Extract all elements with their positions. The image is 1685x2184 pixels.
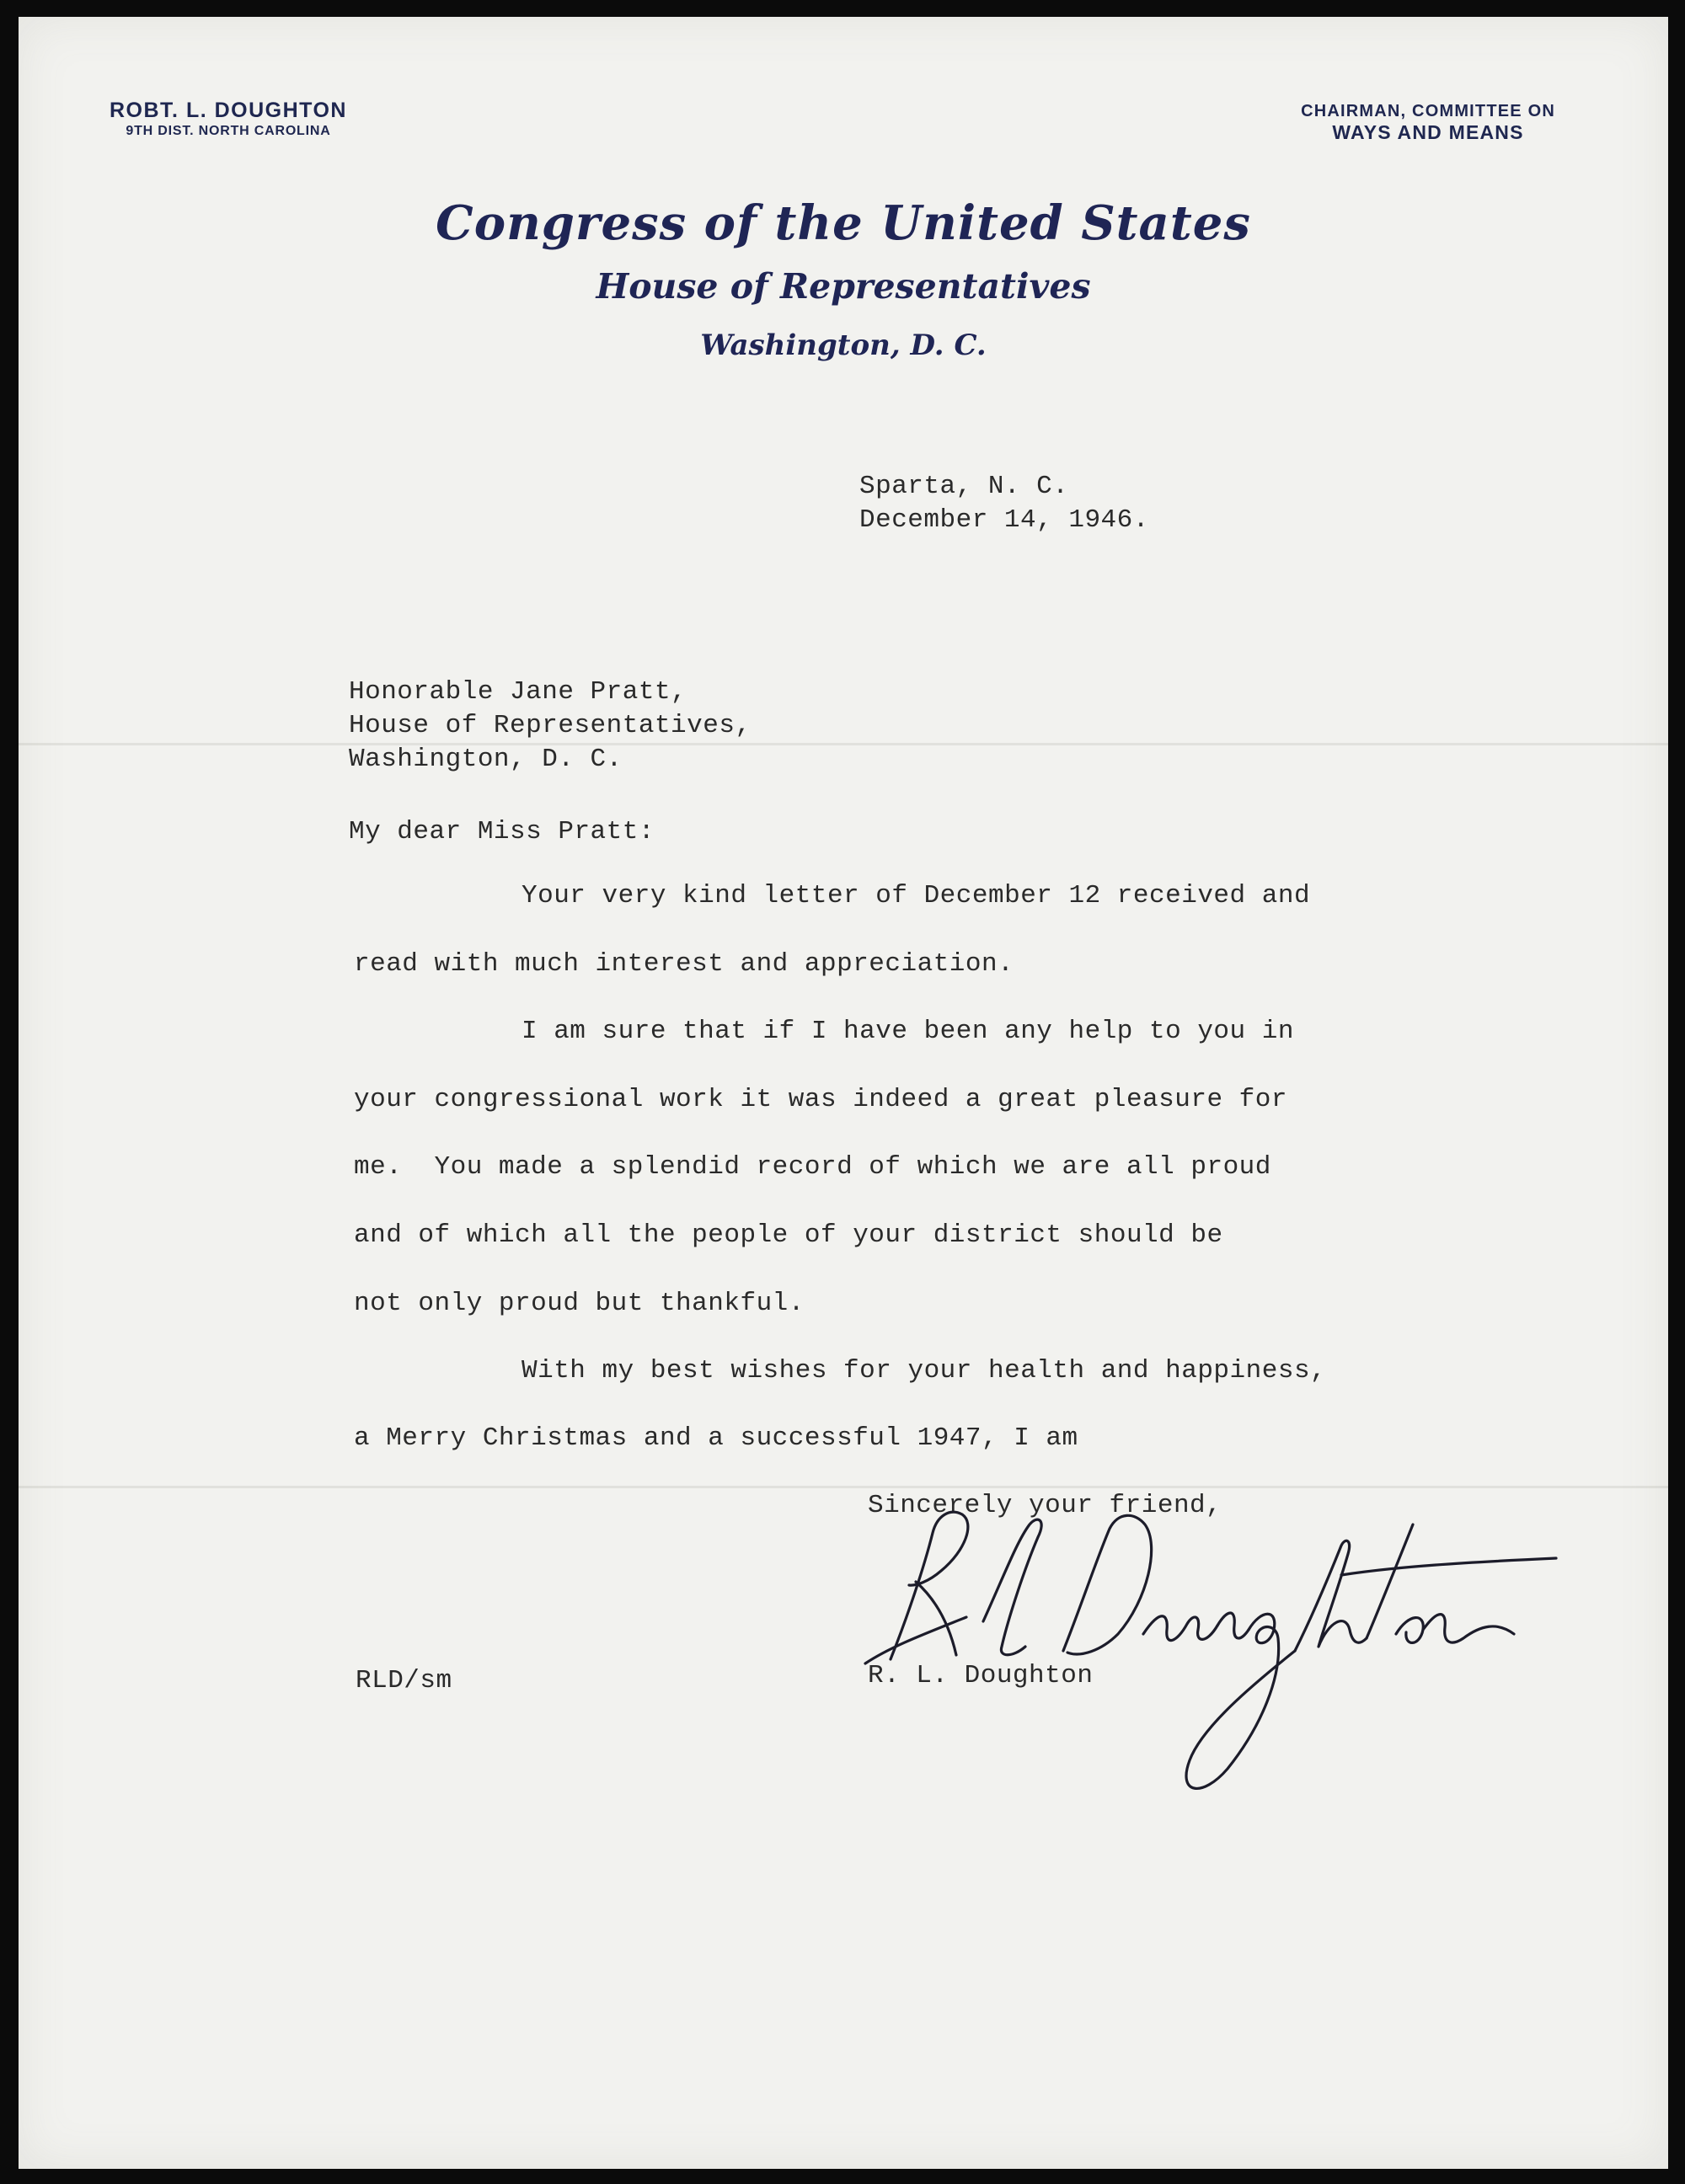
- salutation: My dear Miss Pratt:: [349, 817, 655, 846]
- typist-initials: RLD/sm: [356, 1666, 452, 1695]
- addressee-line: Washington, D. C.: [349, 745, 623, 774]
- masthead-city: Washington, D. C.: [700, 328, 987, 362]
- signer-name: R. L. Doughton: [868, 1661, 1094, 1690]
- body-line: and of which all the people of your district should be: [354, 1220, 1223, 1250]
- body-line: read with much interest and appreciation.: [354, 949, 1014, 979]
- body-line: a Merry Christmas and a successful 1947, I am: [354, 1423, 1078, 1453]
- letterhead-right: [1301, 101, 1555, 145]
- representative-name: ROBT. L. DOUGHTON: [110, 99, 347, 122]
- body-line: I am sure that if I have been any help to you in: [522, 1017, 1294, 1046]
- dateline-date: December 14, 1946.: [859, 505, 1149, 535]
- body-line: With my best wishes for your health and happiness,: [522, 1356, 1327, 1386]
- body-line: your congressional work it was indeed a great pleasure for: [354, 1085, 1287, 1114]
- district-label: 9TH DIST. NORTH CAROLINA: [126, 124, 331, 138]
- addressee-line: Honorable Jane Pratt,: [349, 677, 687, 707]
- body-line: Your very kind letter of December 12 received and: [522, 881, 1311, 910]
- body-line: me. You made a splendid record of which we are all proud: [354, 1152, 1271, 1182]
- addressee-line: House of Representatives,: [349, 711, 752, 740]
- dateline-place: Sparta, N. C.: [859, 472, 1069, 501]
- closing: Sincerely your friend,: [868, 1491, 1222, 1520]
- committee-name: WAYS AND MEANS: [1332, 121, 1524, 143]
- fold-line: [19, 743, 1668, 745]
- letter-page: [19, 17, 1668, 2169]
- body-line: not only proud but thankful.: [354, 1289, 805, 1318]
- handwritten-signature: [857, 1474, 1598, 1828]
- committee-title: CHAIRMAN, COMMITTEE ON: [1301, 102, 1555, 120]
- letterhead-left: [110, 98, 347, 139]
- masthead-subtitle: House of Representatives: [596, 266, 1091, 307]
- masthead-title: Congress of the United States: [436, 195, 1251, 251]
